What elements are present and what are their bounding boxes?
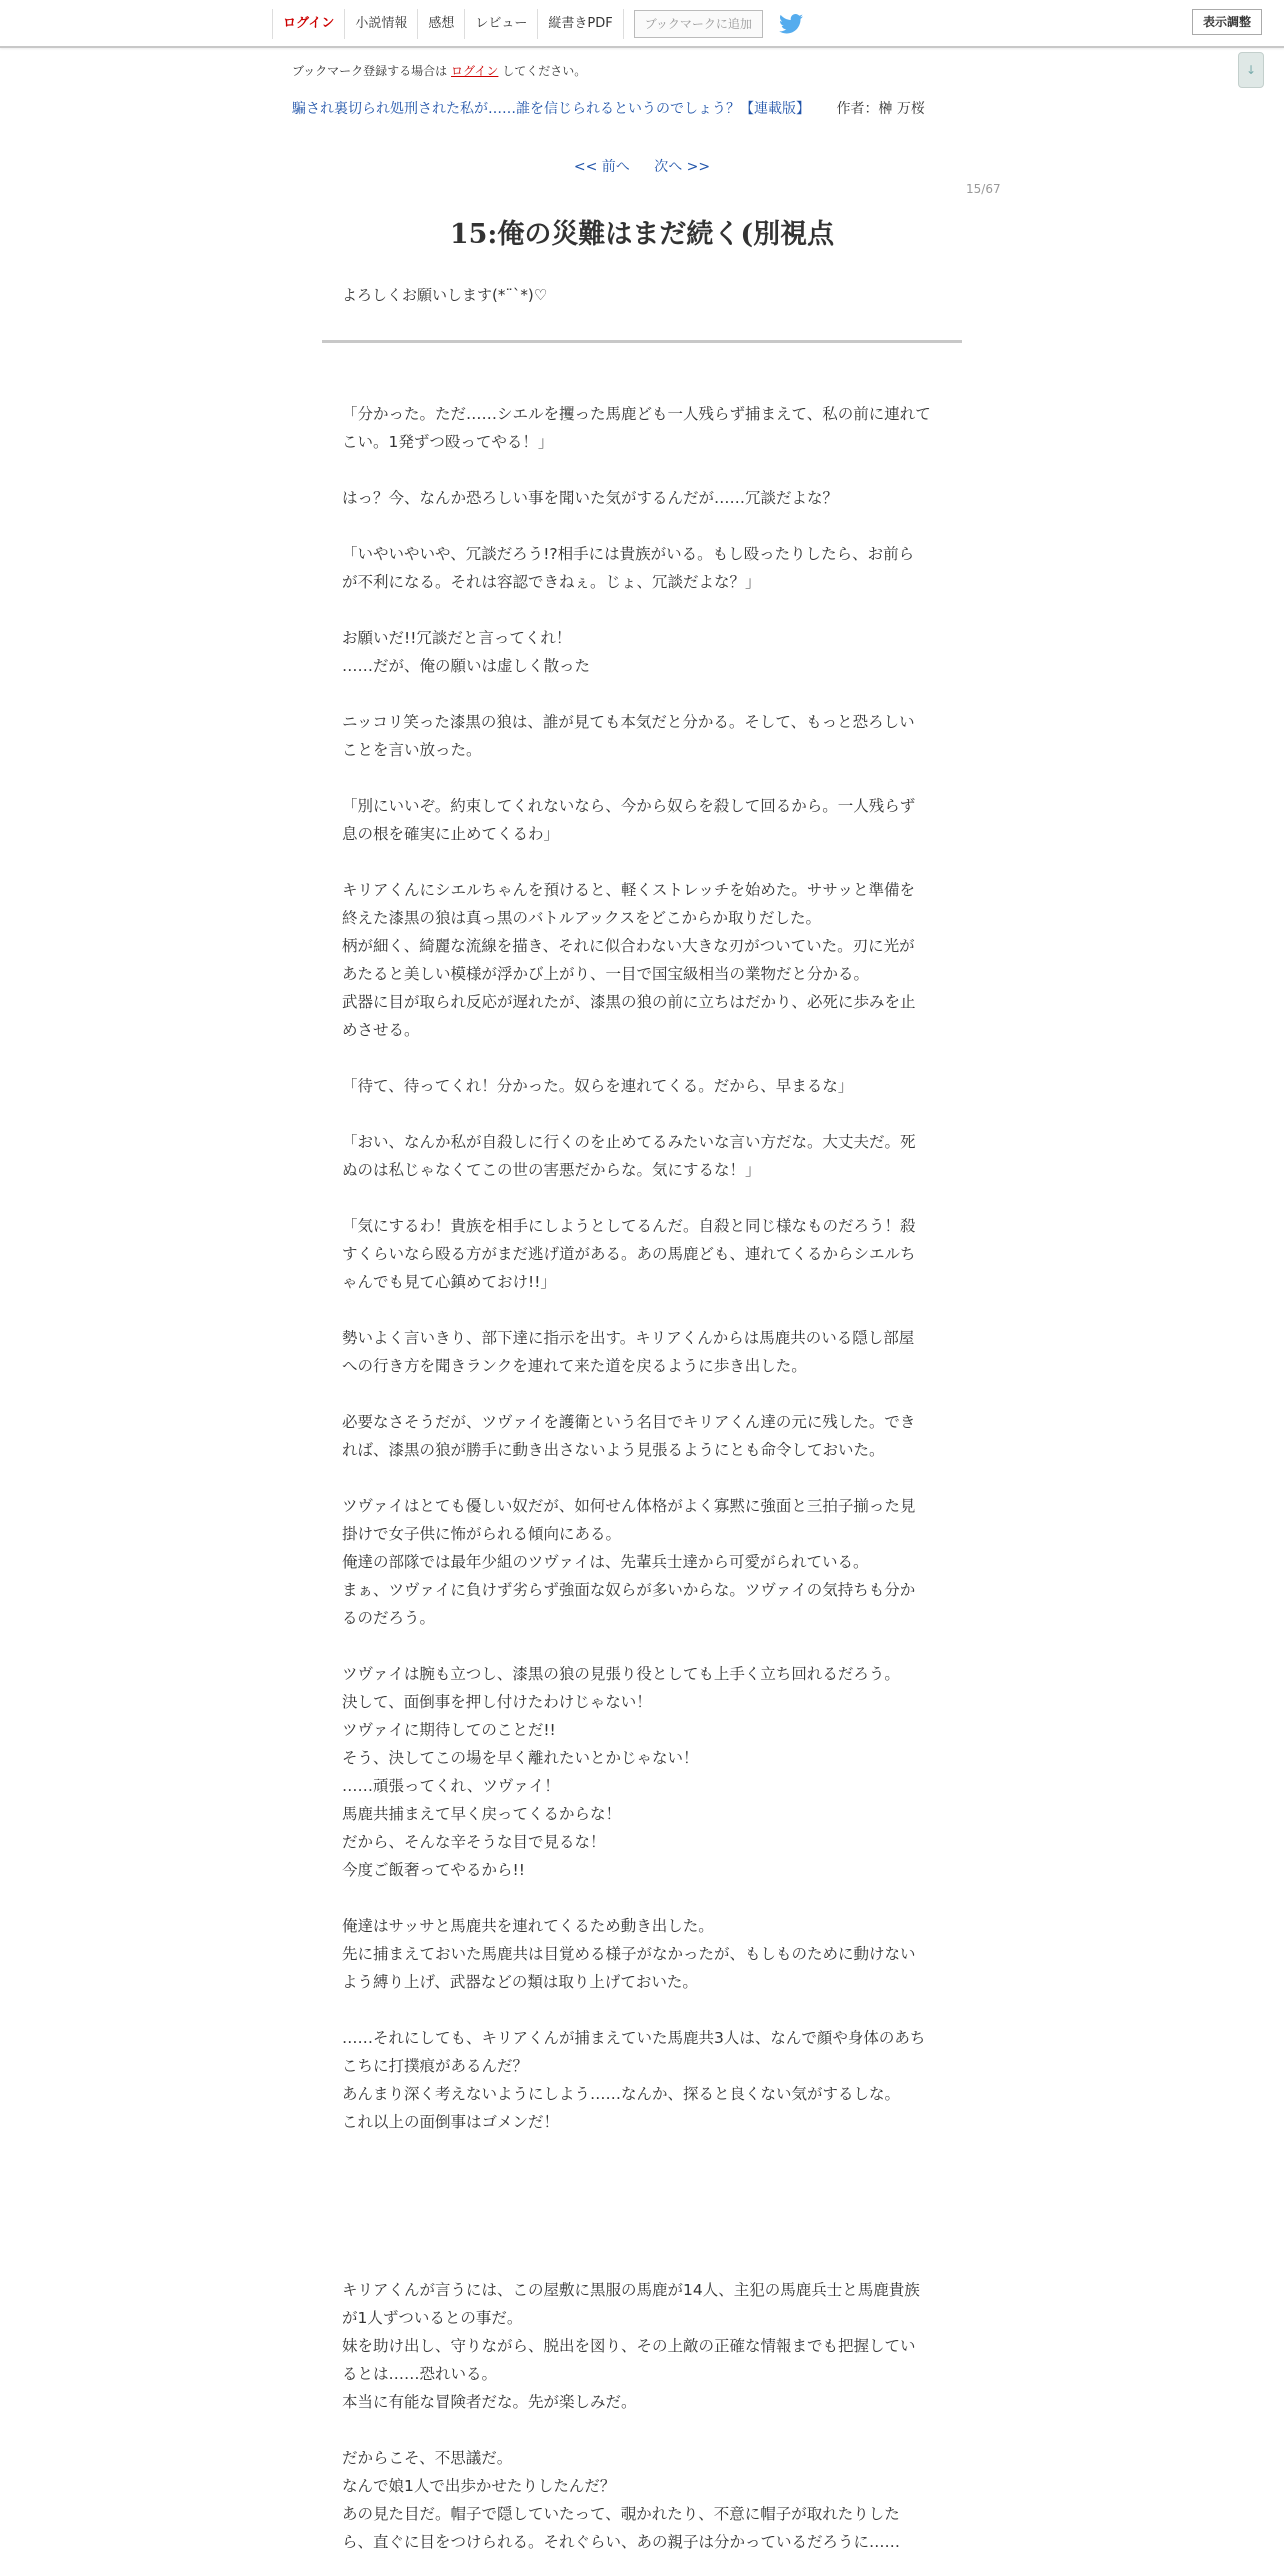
novel-body: [342, 400, 942, 2556]
add-bookmark-button[interactable]: ブックマークに追加: [634, 10, 763, 38]
body-line: あの見た目だ。帽子で隠していたって、覗かれたり、不意に帽子が取れたりした: [342, 2505, 900, 2523]
body-line: れば、漆黒の狼が勝手に動き出さないよう見張るようにとも命令しておいた。: [342, 1441, 885, 1459]
body-line: お願いだ!!冗談だと言ってくれ！: [342, 629, 572, 647]
nav-novel-info[interactable]: 小説情報: [344, 9, 417, 39]
bookmark-note-after: してください。: [502, 64, 587, 78]
body-line: が不利になる。それは容認できねぇ。じょ、冗談だよな？」: [342, 573, 761, 591]
blank-line: [342, 1296, 942, 1324]
body-line: キリアくんが言うには、この屋敷に黒服の馬鹿が14人、主犯の馬鹿兵士と馬鹿貴族: [342, 2281, 920, 2299]
body-line: 妹を助け出し、守りながら、脱出を図り、その上敵の正確な情報までも把握してい: [342, 2337, 916, 2355]
body-line: 「分かった。ただ……シエルを攫った馬鹿ども一人残らず捕まえて、私の前に連れて: [342, 405, 931, 423]
nav-review[interactable]: レビュー: [464, 9, 537, 39]
body-line: 掛けで女子供に怖がられる傾向にある。: [342, 1525, 622, 1543]
novel-title-link[interactable]: 騙され裏切られ処刑された私が……誰を信じられるというのでしょう？【連載版】: [292, 101, 810, 117]
blank-line: [342, 1100, 942, 1128]
body-line: 武器に目が取られ反応が遅れたが、漆黒の狼の前に立ちはだかり、必死に歩みを止: [342, 993, 916, 1011]
body-line: 先に捕まえておいた馬鹿共は目覚める様子がなかったが、もしものために動けない: [342, 1945, 916, 1963]
body-line: こちに打撲痕があるんだ？: [342, 2057, 529, 2075]
pager: [0, 156, 1284, 176]
body-line: 「待て、待ってくれ！分かった。奴らを連れてくる。だから、早まるな」: [342, 1077, 854, 1095]
top-bar: [0, 0, 1284, 48]
blank-line: [342, 1884, 942, 1912]
body-line: 勢いよく言いきり、部下達に指示を出す。キリアくんからは馬鹿共のいる隠し部屋: [342, 1329, 915, 1347]
body-line: ぬのは私じゃなくてこの世の害悪だからな。気にするな！」: [342, 1161, 761, 1179]
body-line: が1人ずついるとの事だ。: [342, 2309, 523, 2327]
blank-line: [342, 2192, 942, 2220]
blank-line: [342, 2164, 942, 2192]
nav-vertical-pdf[interactable]: 縦書きPDF: [537, 9, 623, 39]
body-line: キリアくんにシエルちゃんを預けると、軽くストレッチを始めた。ササッと準備を: [342, 881, 916, 899]
blank-line: [342, 1996, 942, 2024]
body-line: 本当に有能な冒険者だな。先が楽しみだ。: [342, 2393, 637, 2411]
body-line: 終えた漆黒の狼は真っ黒のバトルアックスをどこからか取りだした。: [342, 909, 821, 927]
body-line: 「気にするわ！貴族を相手にしようとしてるんだ。自殺と同じ様なものだろう！殺: [342, 1217, 916, 1235]
twitter-icon[interactable]: [779, 14, 803, 34]
body-line: ツヴァイはとても優しい奴だが、如何せん体格がよく寡黙に強面と三拍子揃った見: [342, 1497, 916, 1515]
prev-link[interactable]: << 前へ: [573, 159, 630, 175]
body-line: 俺達の部隊では最年少組のツヴァイは、先輩兵士達から可愛がられている。: [342, 1553, 869, 1571]
body-line: 柄が細く、綺麗な流線を描き、それに似合わない大きな刃がついていた。刃に光が: [342, 937, 915, 955]
body-line: 「いやいやいや、冗談だろう!?相手には貴族がいる。もし殴ったりしたら、お前ら: [342, 545, 915, 563]
author-label: 作者：榊 万桜: [836, 101, 925, 117]
body-line: 馬鹿共捕まえて早く戻ってくるからな！: [342, 1805, 622, 1823]
bookmark-note-before: ブックマーク登録する場合は: [292, 64, 448, 78]
body-line: ことを言い放った。: [342, 741, 482, 759]
blank-line: [342, 1044, 942, 1072]
body-line: こい。1発ずつ殴ってやる！」: [342, 433, 554, 451]
body-line: ゃんでも見て心鎮めておけ!!」: [342, 1273, 556, 1291]
body-line: 「おい、なんか私が自殺しに行くのを止めてるみたいな言い方だな。大丈夫だ。死: [342, 1133, 916, 1151]
preface-divider: [322, 340, 962, 343]
top-nav: [272, 9, 803, 39]
blank-line: [342, 1632, 942, 1660]
body-line: あんまり深く考えないようにしよう……なんか、探ると良くない気がするしな。: [342, 2085, 901, 2103]
blank-line: [342, 2248, 942, 2276]
body-line: だからこそ、不思議だ。: [342, 2449, 513, 2467]
nav-impressions[interactable]: 感想: [417, 9, 464, 39]
display-settings-button[interactable]: 表示調整: [1192, 9, 1262, 35]
body-line: るとは……恐れいる。: [342, 2365, 498, 2383]
body-line: ……それにしても、キリアくんが捕まえていた馬鹿共3人は、なんで顔や身体のあち: [342, 2029, 926, 2047]
nav-login[interactable]: ログイン: [272, 9, 344, 39]
blank-line: [342, 680, 942, 708]
body-line: ……だが、俺の願いは虚しく散った: [342, 657, 591, 675]
body-line: るのだろう。: [342, 1609, 436, 1627]
body-line: そう、決してこの場を早く離れたいとかじゃない！: [342, 1749, 699, 1767]
next-link[interactable]: 次へ >>: [654, 159, 711, 175]
body-line: だから、そんな辛そうな目で見るな！: [342, 1833, 606, 1851]
body-line: ツヴァイは腕も立つし、漆黒の狼の見張り役としても上手く立ち回れるだろう。: [342, 1665, 900, 1683]
preface-text: よろしくお願いします(*¨`*)♡: [342, 286, 548, 304]
body-line: ら、直ぐに目をつけられる。それぐらい、あの親子は分かっているだろうに……: [342, 2533, 901, 2551]
novel-info-line: [292, 98, 925, 118]
body-line: はっ？今、なんか恐ろしい事を聞いた気がするんだが……冗談だよな？: [342, 489, 839, 507]
body-line: これ以上の面倒事はゴメンだ！: [342, 2113, 560, 2131]
blank-line: [342, 2136, 942, 2164]
bookmark-note: [292, 62, 586, 79]
scroll-down-button[interactable]: ↓: [1238, 52, 1264, 88]
body-line: 必要なさそうだが、ツヴァイを護衛という名目でキリアくん達の元に残した。でき: [342, 1413, 916, 1431]
blank-line: [342, 456, 942, 484]
body-line: 俺達はサッサと馬鹿共を連れてくるため動き出した。: [342, 1917, 714, 1935]
page-number: 15/67: [966, 182, 1001, 196]
chapter-title: 15:俺の災難はまだ続く(別視点: [449, 219, 835, 250]
body-line: あたると美しい模様が浮かび上がり、一目で国宝級相当の業物だと分かる。: [342, 965, 870, 983]
blank-line: [342, 596, 942, 624]
bookmark-login-link[interactable]: ログイン: [451, 64, 499, 78]
blank-line: [342, 2416, 942, 2444]
body-line: ……頑張ってくれ、ツヴァイ！: [342, 1777, 560, 1795]
body-line: めさせる。: [342, 1021, 420, 1039]
blank-line: [342, 1380, 942, 1408]
body-line: まぁ、ツヴァイに負けず劣らず強面な奴らが多いからな。ツヴァイの気持ちも分か: [342, 1581, 916, 1599]
body-line: 決して、面倒事を押し付けたわけじゃない！: [342, 1693, 652, 1711]
blank-line: [342, 1184, 942, 1212]
blank-line: [342, 848, 942, 876]
blank-line: [342, 2220, 942, 2248]
blank-line: [342, 512, 942, 540]
blank-line: [342, 1464, 942, 1492]
body-line: への行き方を聞きランクを連れて来た道を戻るように歩き出した。: [342, 1357, 807, 1375]
blank-line: [342, 764, 942, 792]
body-line: よう縛り上げ、武器などの類は取り上げておいた。: [342, 1973, 698, 1991]
body-line: なんで娘1人で出歩かせたりしたんだ？: [342, 2477, 616, 2495]
body-line: 息の根を確実に止めてくるわ」: [342, 825, 560, 843]
body-line: 今度ご飯奢ってやるから!!: [342, 1861, 525, 1879]
body-line: 「別にいいぞ。約束してくれないなら、今から奴らを殺して回るから。一人残らず: [342, 797, 916, 815]
body-line: ニッコリ笑った漆黒の狼は、誰が見ても本気だと分かる。そして、もっと恐ろしい: [342, 713, 915, 731]
body-line: ツヴァイに期待してのことだ!!: [342, 1721, 556, 1739]
body-line: すくらいなら殴る方がまだ逃げ道がある。あの馬鹿ども、連れてくるからシエルち: [342, 1245, 916, 1263]
